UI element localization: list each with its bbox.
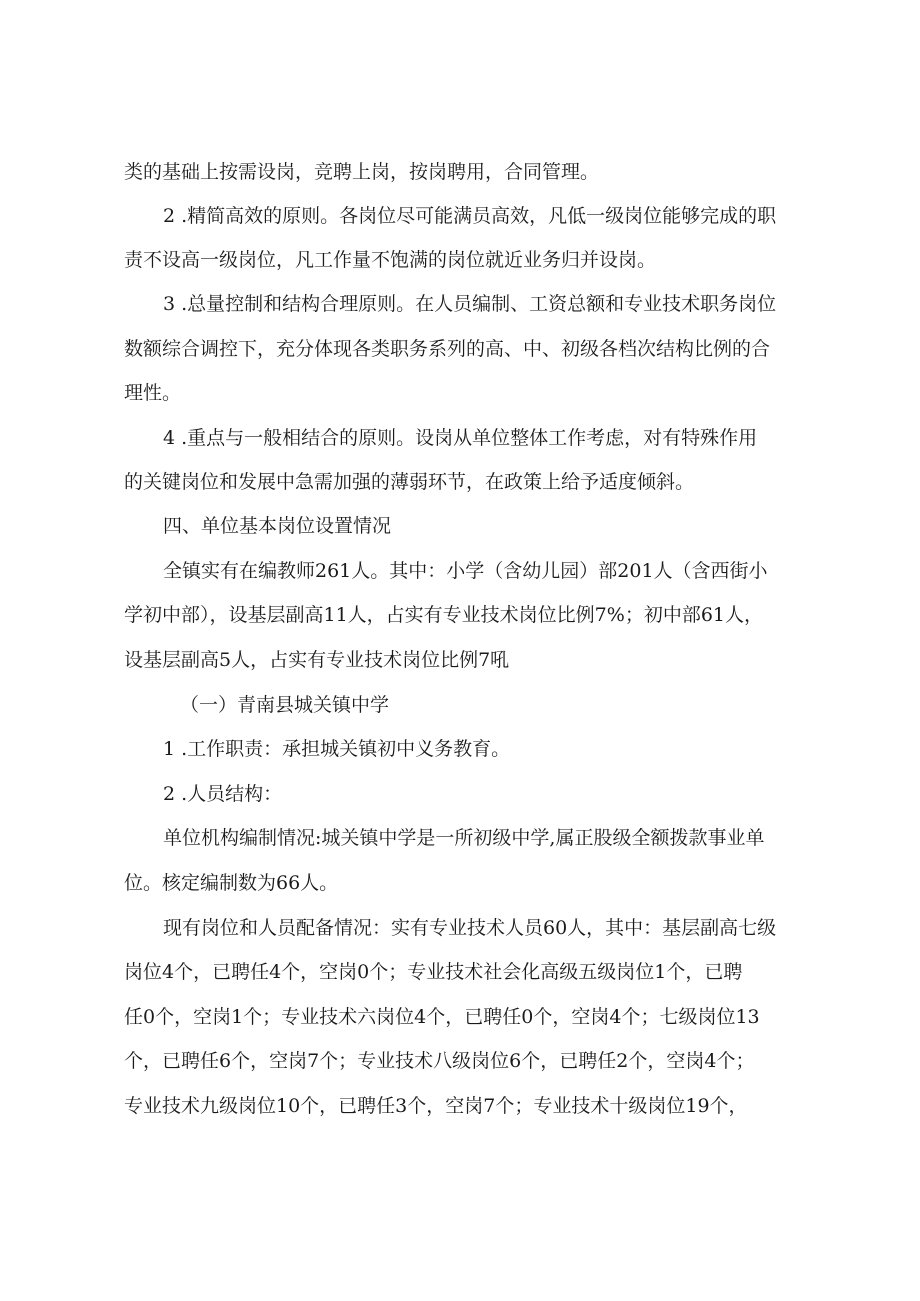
section-heading: 四、单位基本岗位设置情况: [163, 515, 392, 537]
paragraph-line: 4 .重点与一般相结合的原则。设岗从单位整体工作考虑，对有特殊作用: [163, 427, 758, 449]
paragraph-line: 类的基础上按需设岗，竞聘上岗，按岗聘用，合同管理。: [124, 161, 600, 183]
paragraph-line: 学初中部），设基层副高11人，占实有专业技术岗位比例7%；初中部61人，: [124, 604, 763, 626]
paragraph-line: 3 .总量控制和结构合理原则。在人员编制、工资总额和专业技术职务岗位: [163, 293, 777, 315]
paragraph-line: 设基层副高5人，占实有专业技术岗位比例7吼: [124, 649, 510, 671]
paragraph-line: 1 .工作职责：承担城关镇初中义务教育。: [163, 738, 511, 760]
paragraph-line: 全镇实有在编教师261人。其中：小学（含幼儿园）部201人（含西街小: [163, 560, 768, 582]
paragraph-line: 专业技术九级岗位10个，已聘任3个，空岗7个；专业技术十级岗位19个，: [124, 1095, 748, 1117]
paragraph-line: 位。核定编制数为66人。: [124, 872, 339, 894]
paragraph-line: 的关键岗位和发展中急需加强的薄弱环节，在政策上给予适度倾斜。: [124, 471, 695, 493]
paragraph-line: 岗位4个，已聘任4个，空岗0个；专业技术社会化高级五级岗位1个，已聘: [124, 961, 743, 983]
paragraph-line: 任0个，空岗1个；专业技术六岗位4个，已聘任0个，空岗4个；七级岗位13: [124, 1006, 760, 1028]
subsection-heading: （一）青南县城关镇中学: [180, 694, 390, 716]
paragraph-line: 理性。: [124, 382, 182, 404]
paragraph-line: 单位机构编制情况:城关镇中学是一所初级中学,属正股级全额拨款事业单: [163, 827, 765, 849]
paragraph-line: 数额综合调控下，充分体现各类职务系列的高、中、初级各档次结构比例的合: [124, 338, 771, 360]
paragraph-line: 2 .精简高效的原则。各岗位尽可能满员高效，凡低一级岗位能够完成的职: [163, 205, 777, 227]
paragraph-line: 责不设高一级岗位，凡工作量不饱满的岗位就近业务归并设岗。: [124, 249, 657, 271]
paragraph-line: 现有岗位和人员配备情况：实有专业技术人员60人，其中：基层副高七级: [163, 917, 777, 939]
paragraph-line: 个，已聘任6个，空岗7个；专业技术八级岗位6个，已聘任2个，空岗4个；: [124, 1050, 755, 1072]
paragraph-line: 2 .人员结构：: [163, 783, 283, 805]
